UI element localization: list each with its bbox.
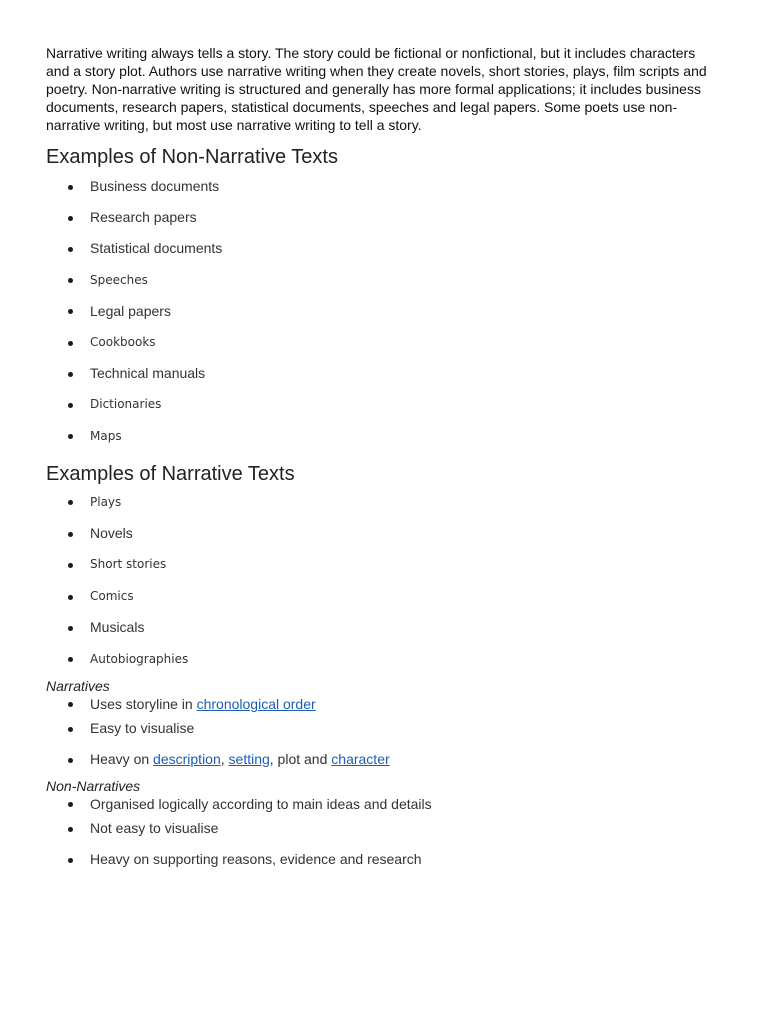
- item-text: Uses storyline in: [90, 696, 197, 713]
- list-item: Novels: [46, 518, 722, 549]
- list-item: Not easy to visualise: [46, 813, 722, 844]
- list-item: Heavy on supporting reasons, evidence and research: [46, 844, 722, 875]
- non-narratives-label: Non-Narratives: [46, 778, 141, 795]
- narratives-label: Narratives: [46, 678, 110, 695]
- setting-link[interactable]: setting: [228, 751, 270, 768]
- non-narratives-features-list: [46, 795, 722, 875]
- separator-text: ,: [220, 751, 229, 768]
- list-item: Statistical documents: [46, 233, 722, 264]
- narrative-heading: Examples of Narrative Texts: [46, 462, 295, 485]
- list-item: Easy to visualise: [46, 713, 722, 744]
- list-item: Short stories: [46, 549, 722, 580]
- chronological-order-link[interactable]: chronological order: [196, 696, 316, 713]
- list-item: Cookbooks: [46, 327, 722, 358]
- list-item: Research papers: [46, 202, 722, 233]
- list-item: Speeches: [46, 265, 722, 296]
- list-item: Maps: [46, 421, 722, 452]
- list-item: Organised logically according to main ideas and details: [46, 795, 722, 813]
- narratives-features-list: [46, 695, 722, 775]
- separator-text: , plot and: [269, 751, 332, 768]
- list-item: Technical manuals: [46, 358, 722, 389]
- list-item: [46, 744, 722, 775]
- character-link[interactable]: character: [331, 751, 390, 768]
- list-item: [46, 695, 722, 713]
- narrative-list: [46, 487, 722, 675]
- description-link[interactable]: description: [153, 751, 221, 768]
- list-item: Musicals: [46, 612, 722, 643]
- non-narrative-heading: Examples of Non-Narrative Texts: [46, 146, 338, 168]
- list-item: Comics: [46, 581, 722, 612]
- list-item: Legal papers: [46, 296, 722, 327]
- list-item: Business documents: [46, 171, 722, 202]
- list-item: Autobiographies: [46, 644, 722, 675]
- non-narrative-list: [46, 171, 722, 452]
- list-item: Plays: [46, 487, 722, 518]
- list-item: Dictionaries: [46, 389, 722, 420]
- item-text: Heavy on: [90, 751, 154, 768]
- intro-paragraph: Narrative writing always tells a story. The story could be fictional or nonfictional, but it includes characters and a story plot. Authors use narrative writing when they create novels, short stories, plays, film scripts and poetry. Non-narrative writing is structured and generally has more formal applications; it includes business documents, research papers, statistical documents, speeches and legal papers. Some poets use non-narrative writing, but most use narrative writing to tell a story.: [46, 45, 707, 133]
